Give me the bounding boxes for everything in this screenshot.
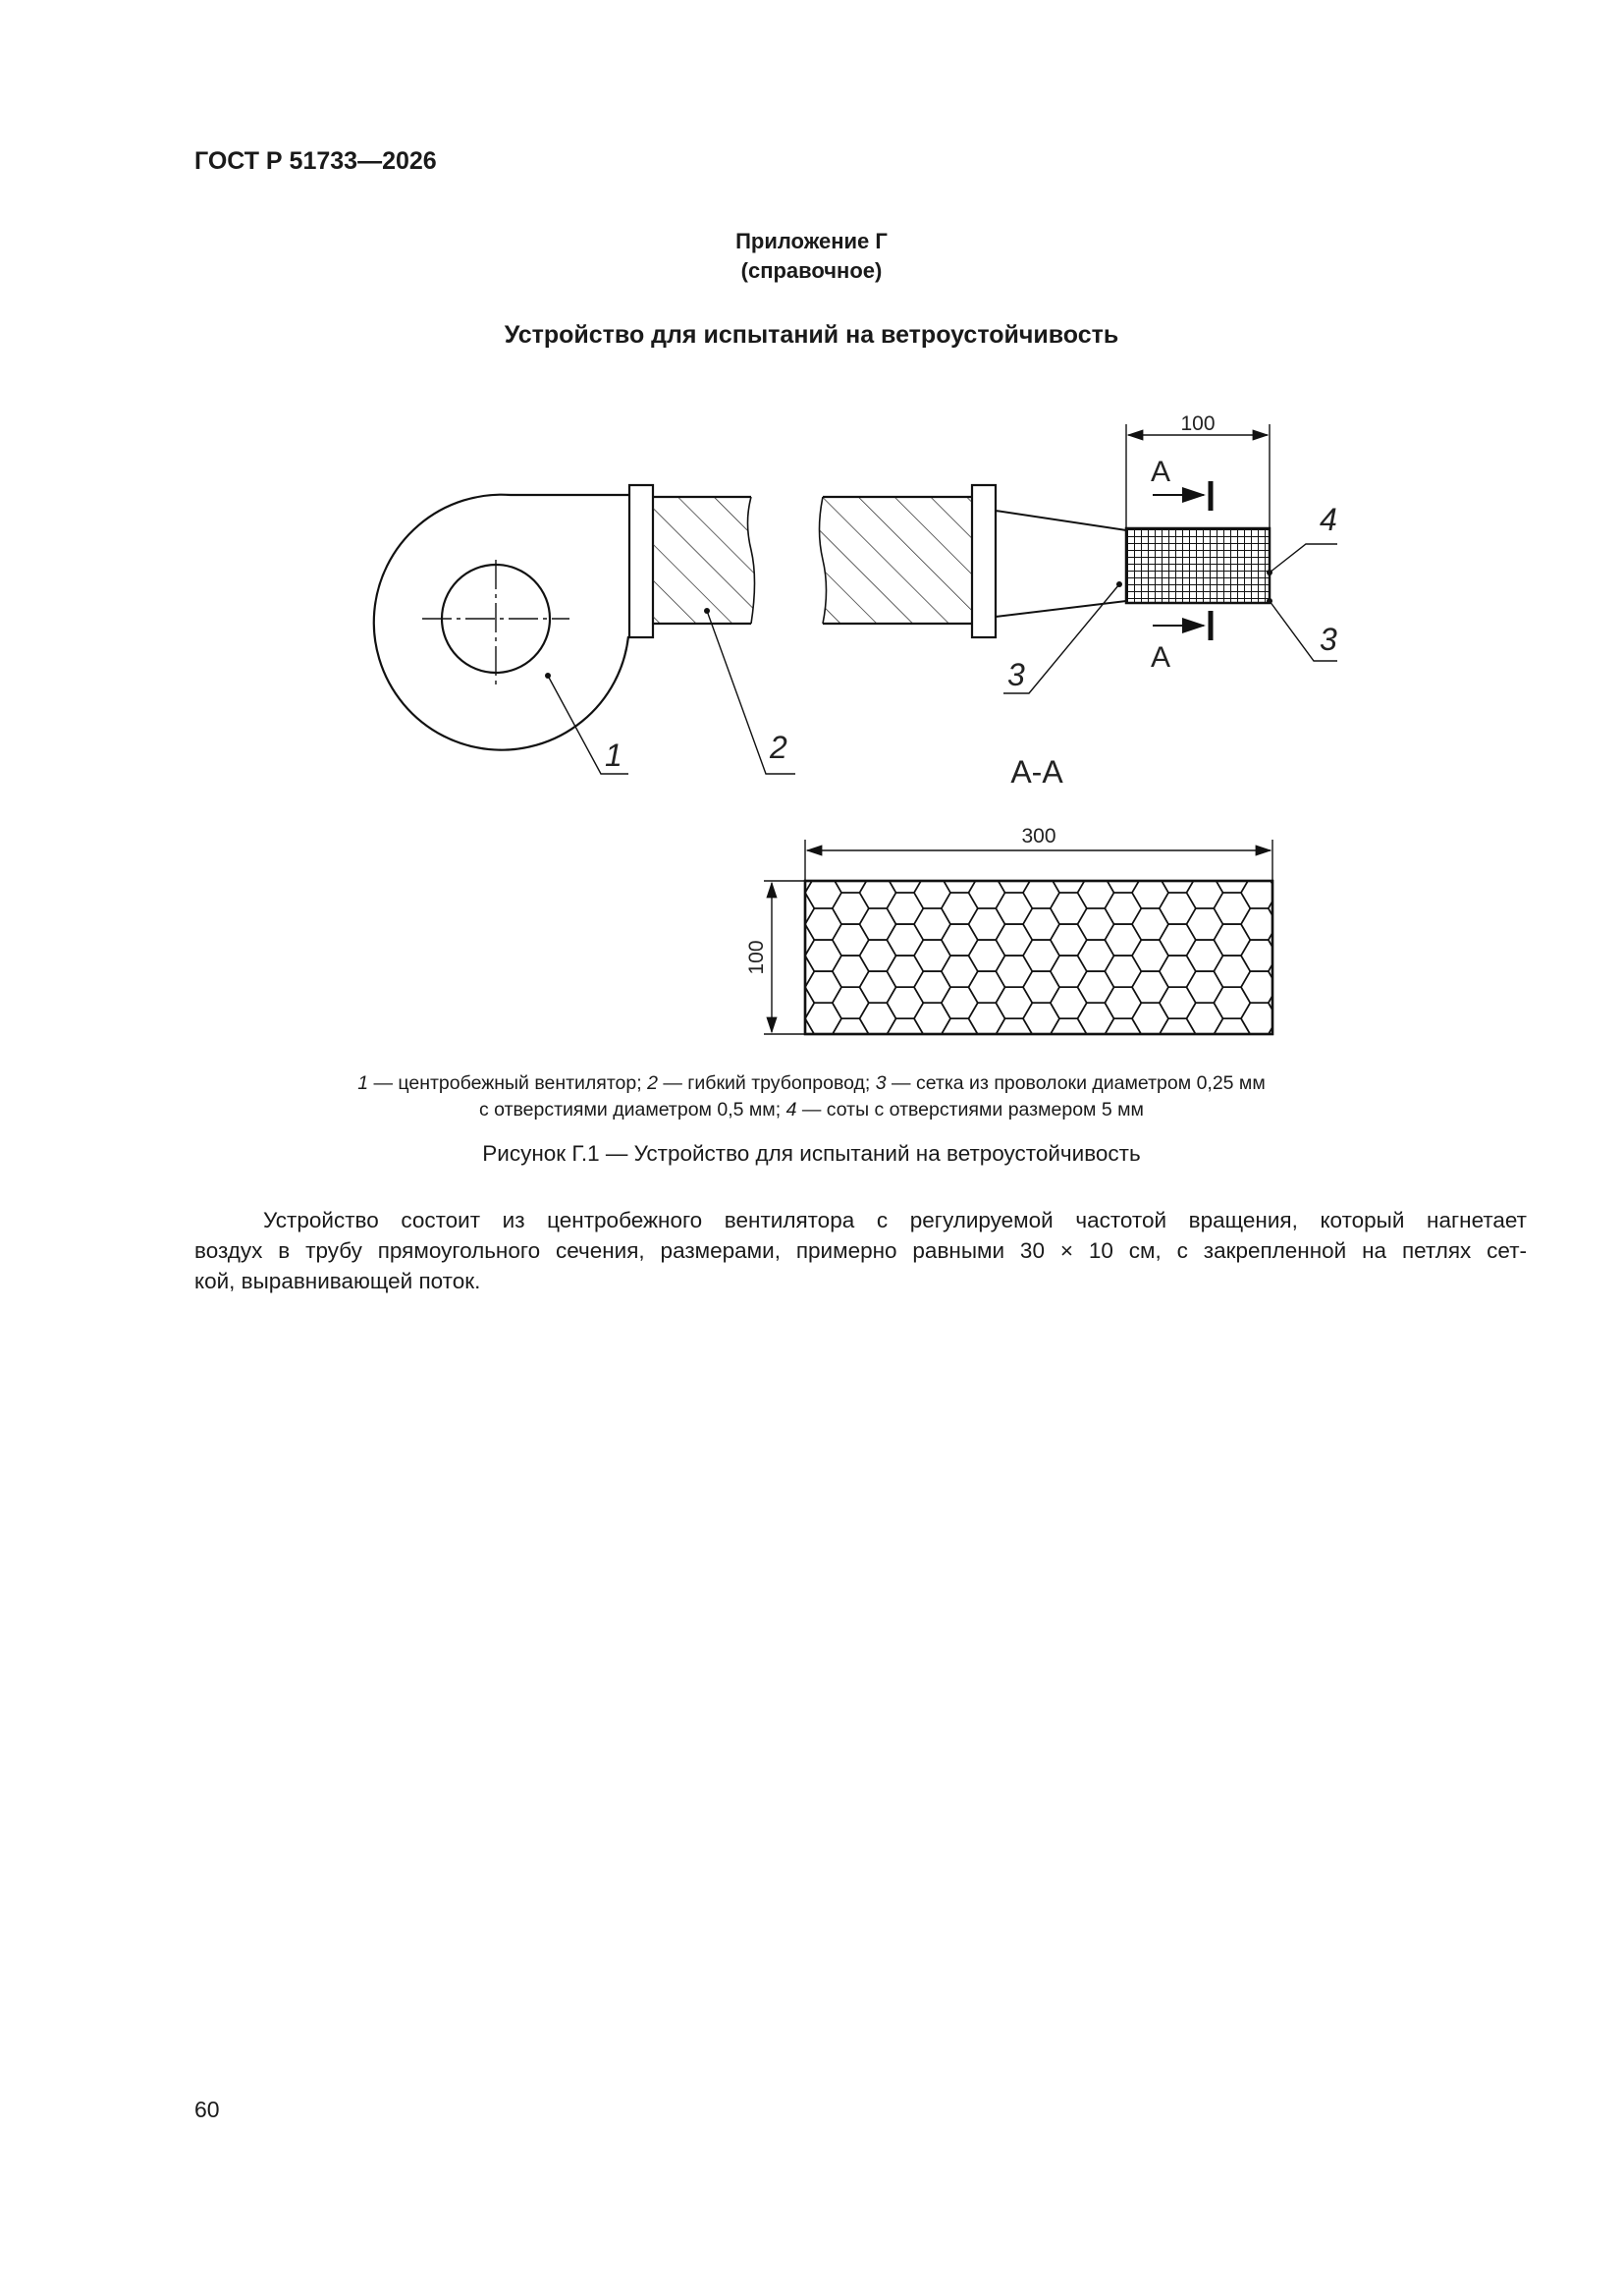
section-mark-top [1151, 456, 1211, 511]
callout-mesh-right [1267, 598, 1337, 661]
section-label: А-А [1010, 754, 1063, 790]
honeycomb-cell [1323, 1050, 1359, 1061]
right-duct-segment [820, 497, 973, 624]
figure-legend-line-2: с отверстиями диаметром 0,5 мм; 4 — соты с отверстиями размером 5 мм [479, 1099, 1144, 1121]
honeycomb-cell [1078, 1034, 1114, 1061]
test-device-figure [0, 0, 1623, 1061]
honeycomb-cell [914, 1034, 950, 1061]
annex-title: Приложение Г [735, 229, 888, 253]
honeycomb-cell [1296, 940, 1332, 971]
callout-pipe [704, 608, 795, 774]
honeycomb-block [1126, 528, 1270, 603]
centrifugal-fan [374, 495, 628, 750]
honeycomb-cell [1323, 956, 1359, 987]
dim-height-label: 100 [745, 940, 768, 975]
dim-top-label: 100 [1180, 412, 1216, 435]
svg-text:А: А [1151, 456, 1171, 488]
honeycomb-cell [1296, 971, 1332, 1003]
svg-text:3: 3 [1320, 622, 1337, 657]
callout-fan [545, 673, 628, 774]
callout-mesh-left [1003, 581, 1122, 693]
honeycomb-cell [1241, 1034, 1277, 1061]
section-mark-bottom [1151, 611, 1211, 674]
svg-text:2: 2 [770, 730, 787, 765]
callout-honeycomb [1267, 502, 1337, 575]
figure-caption: Рисунок Г.1 — Устройство для испытаний на ветроустойчивость [482, 1141, 1141, 1166]
honeycomb-cell [1296, 1003, 1332, 1034]
honeycomb-cell [996, 1050, 1032, 1061]
section-title: Устройство для испытаний на ветроустойчивость [504, 321, 1119, 349]
standard-code: ГОСТ Р 51733—2026 [194, 147, 437, 175]
honeycomb-cell [860, 1034, 896, 1061]
figure-legend-line-1: 1 — центробежный вентилятор; 2 — гибкий трубопровод; 3 — сетка из проволоки диаметром 0,25 мм [357, 1072, 1266, 1094]
honeycomb-cell [833, 1050, 869, 1061]
honeycomb-cell [1323, 861, 1359, 893]
honeycomb-cell [1323, 893, 1359, 924]
honeycomb-cell [1296, 1034, 1332, 1061]
svg-text:4: 4 [1320, 502, 1337, 537]
dimension-width [805, 825, 1272, 881]
honeycomb-cell [1269, 987, 1305, 1018]
honeycomb-cell [1105, 1050, 1141, 1061]
honeycomb-section [805, 881, 1272, 1034]
dimension-top [1126, 412, 1270, 528]
honeycomb-cell [1323, 987, 1359, 1018]
body-line-1: Устройство состоит из центробежного вентилятора с регулируемой частотой вращения, который нагнетает [263, 1208, 1527, 1232]
svg-text:1: 1 [605, 738, 622, 773]
honeycomb-cell [1269, 956, 1305, 987]
body-line-3: кой, выравнивающей поток. [194, 1269, 481, 1293]
honeycomb-cell [1269, 924, 1305, 956]
page-number: 60 [194, 2097, 220, 2122]
diffuser [996, 511, 1126, 617]
honeycomb-cell [1051, 1050, 1087, 1061]
honeycomb-cell [1269, 861, 1305, 893]
honeycomb-cell [942, 1050, 978, 1061]
honeycomb-cell [969, 1034, 1005, 1061]
svg-text:А: А [1151, 641, 1171, 674]
honeycomb-cell [778, 1050, 814, 1061]
honeycomb-cell [1323, 924, 1359, 956]
honeycomb-cell [1214, 1050, 1250, 1061]
honeycomb-cell [1160, 1050, 1196, 1061]
left-flange [629, 485, 653, 637]
honeycomb-cell [1023, 1034, 1059, 1061]
dim-width-label: 300 [1021, 825, 1056, 847]
dimension-height [745, 881, 805, 1034]
body-line-2: воздух в трубу прямоугольного сечения, размерами, примерно равными 30 × 10 см, с закрепленной на петлях сет- [194, 1238, 1527, 1263]
honeycomb-cell [1296, 846, 1332, 877]
body-paragraph [194, 1205, 1527, 1296]
honeycomb-cell [1296, 877, 1332, 908]
left-duct-segment [653, 497, 755, 624]
honeycomb-cell [805, 1034, 841, 1061]
honeycomb-cell [1132, 1034, 1168, 1061]
honeycomb-cell [1187, 1034, 1223, 1061]
honeycomb-cell [1269, 1050, 1305, 1061]
annex-subtitle: (справочное) [740, 258, 883, 283]
honeycomb-cell [1269, 1018, 1305, 1050]
svg-text:3: 3 [1007, 657, 1025, 692]
honeycomb-cell [1323, 1018, 1359, 1050]
honeycomb-cell [887, 1050, 923, 1061]
honeycomb-cell [1296, 908, 1332, 940]
right-flange [972, 485, 996, 637]
honeycomb-cell [1269, 893, 1305, 924]
